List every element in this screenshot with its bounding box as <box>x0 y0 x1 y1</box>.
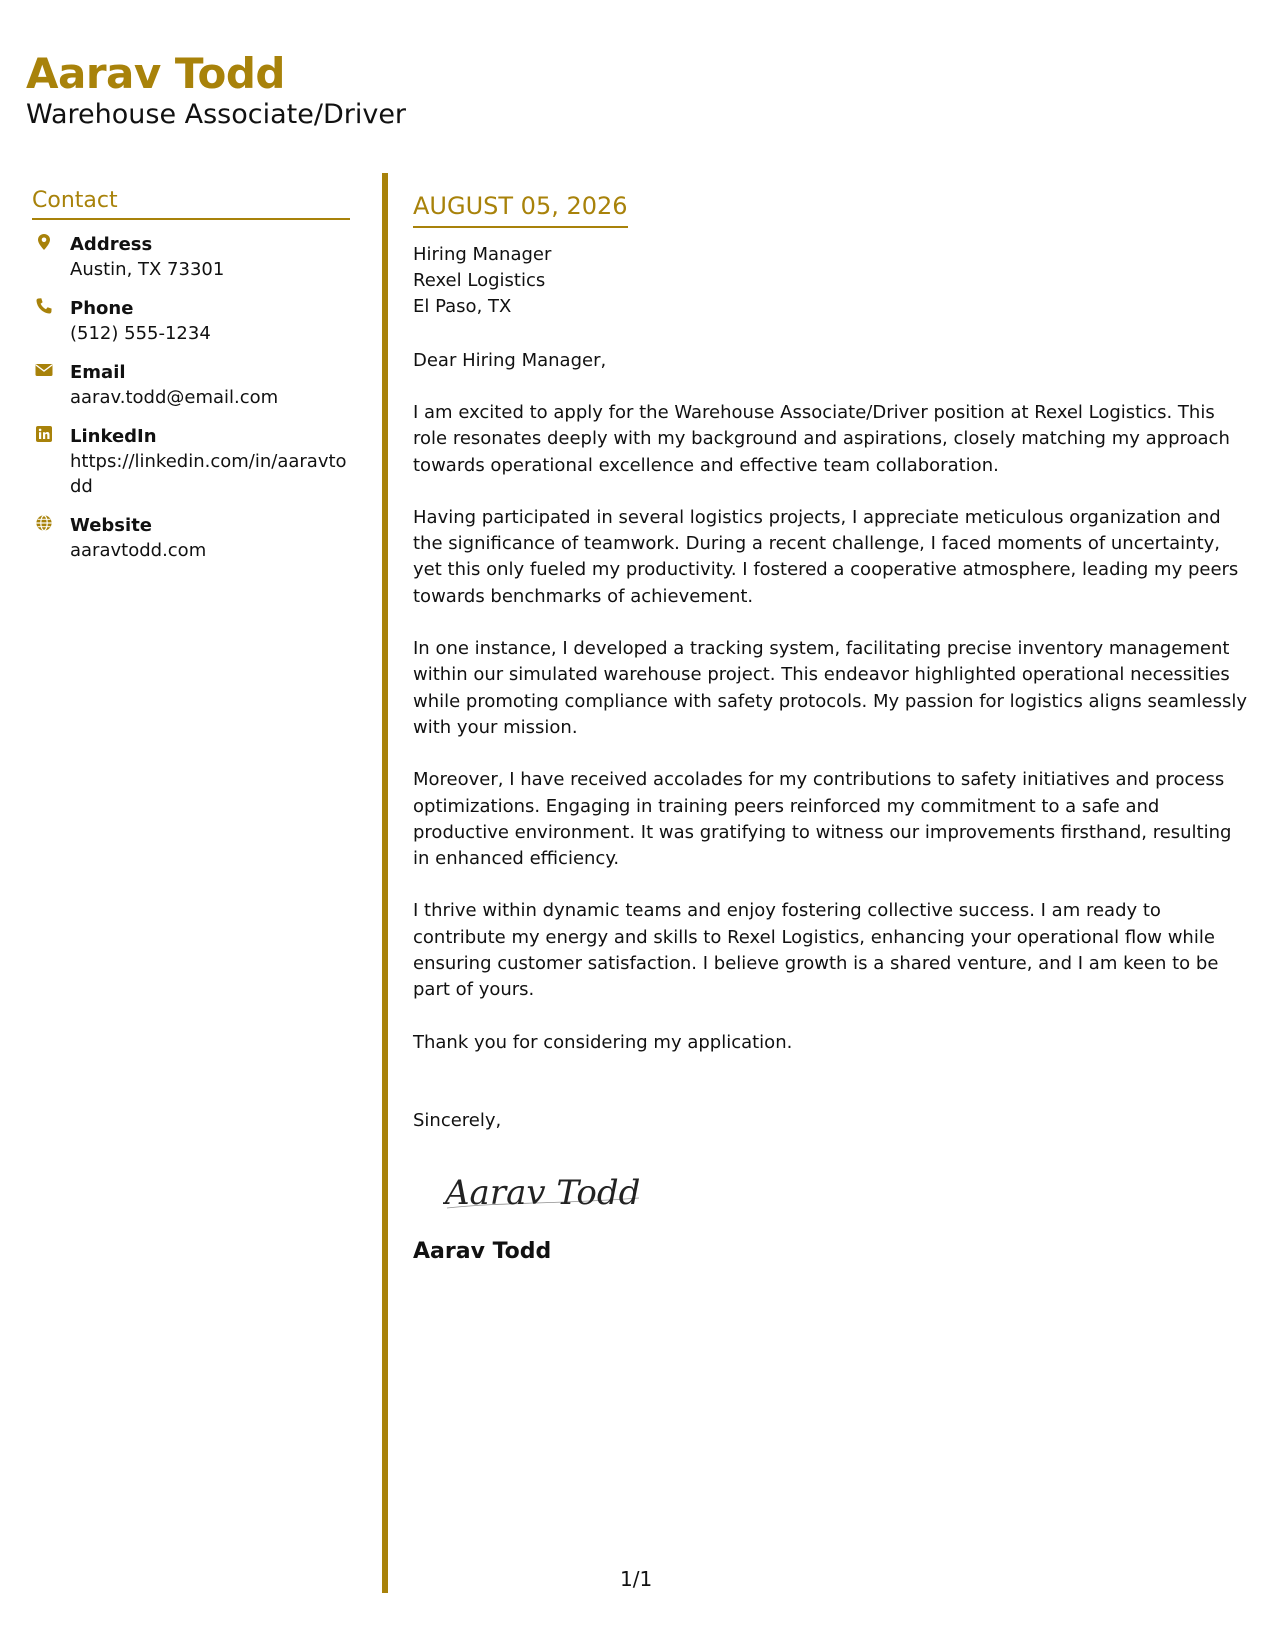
letter-paragraph: Having participated in several logistics projects, I appreciate meticulous organization and the significance of teamwork. During a recent challenge, I faced moments of uncertainty, yet this only fueled my productivity. I fostered a cooperative atmosphere, leading my peers towards benchmarks of achievement. <box>413 506 1239 607</box>
signature-text: Aarav Todd <box>445 1172 641 1213</box>
contact-sidebar <box>32 187 350 577</box>
address-value: Austin, TX 73301 <box>70 259 225 280</box>
letter-paragraph: I thrive within dynamic teams and enjoy fostering collective success. I am ready to contribute my energy and skills to Rexel Logistics, enhancing your operational flow while ensuring customer satisfaction. I believe growth is a shared venture, and I am keen to be part of yours. <box>413 900 1219 1001</box>
contact-label: Email <box>70 362 126 383</box>
website-value[interactable]: aaravtodd.com <box>70 540 207 561</box>
letter-date: AUGUST 05, 2026 <box>413 190 628 228</box>
contact-item-address <box>32 232 350 282</box>
recipient-location: El Paso, TX <box>413 296 512 317</box>
contact-label: Website <box>70 515 153 536</box>
vertical-divider <box>382 173 388 1593</box>
job-title: Warehouse Associate/Driver <box>26 99 407 130</box>
letter-paragraph: Thank you for considering my application. <box>413 1031 793 1053</box>
phone-value: (512) 555-1234 <box>70 323 211 344</box>
linkedin-icon <box>35 425 53 443</box>
closing: Sincerely, <box>413 1109 502 1131</box>
contact-label: LinkedIn <box>70 426 157 447</box>
contact-item-email <box>32 360 350 410</box>
applicant-name: Aarav Todd <box>26 49 285 98</box>
letter-paragraph: In one instance, I developed a tracking system, facilitating precise inventory management within our simulated warehouse project. This endeavor highlighted operational necessities while promoting compliance with safety protocols. My passion for logistics aligns seamlessly with your mission. <box>413 638 1248 738</box>
contact-list <box>32 232 350 563</box>
letter-paragraph: Moreover, I have received accolades for my contributions to safety initiatives and process optimizations. Engaging in training peers reinforced my commitment to a safe and productive environment. It was gratifying to witness our improvements firsthand, resulting in enhanced efficiency. <box>413 769 1232 870</box>
handwritten-signature <box>443 1162 643 1218</box>
contact-item-website <box>32 513 350 563</box>
envelope-icon <box>35 361 53 379</box>
header <box>26 48 406 132</box>
letter-paragraph: I am excited to apply for the Warehouse Associate/Driver position at Rexel Logistics. This role resonates deeply with my background and aspirations, closely matching my approach towards operational excellence and effective team collaboration. <box>413 402 1230 476</box>
greeting: Dear Hiring Manager, <box>413 350 607 371</box>
recipient-title: Hiring Manager <box>413 244 552 265</box>
signed-name: Aarav Todd <box>413 1238 552 1264</box>
email-value[interactable]: aarav.todd@email.com <box>70 387 279 408</box>
contact-label: Phone <box>70 298 134 319</box>
letter-body <box>413 190 1248 1266</box>
linkedin-value[interactable]: https://linkedin.com/in/aaravtodd <box>70 451 347 497</box>
contact-item-linkedin <box>32 424 350 499</box>
contact-label: Address <box>70 234 153 255</box>
recipient-company: Rexel Logistics <box>413 270 546 291</box>
contact-heading: Contact <box>32 187 350 220</box>
recipient-block <box>413 242 1248 320</box>
contact-item-phone <box>32 296 350 346</box>
page-number: 1/1 <box>620 1567 653 1591</box>
phone-icon <box>35 297 53 315</box>
globe-icon <box>35 514 53 532</box>
map-pin-icon <box>35 233 53 251</box>
